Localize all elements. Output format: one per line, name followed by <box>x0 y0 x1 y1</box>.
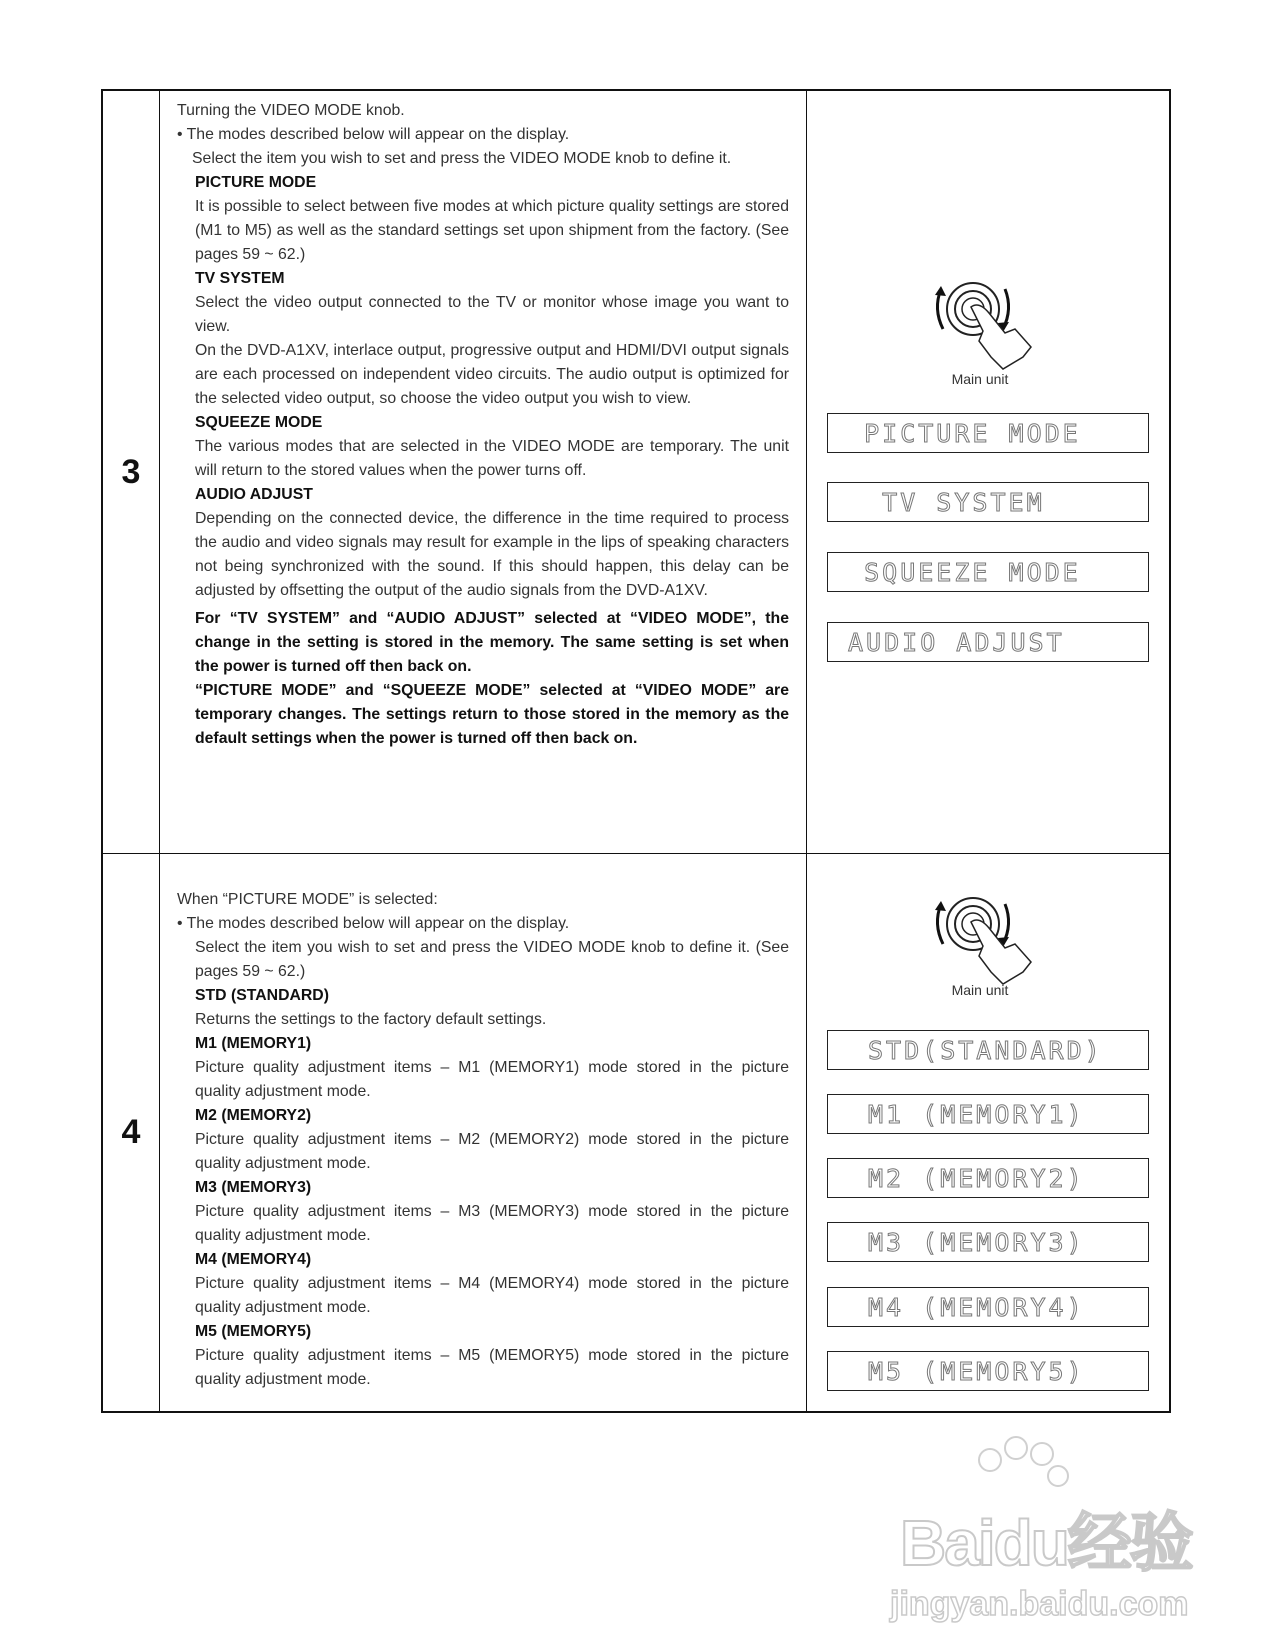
instruction-line: Select the item you wish to set and press the VIDEO MODE knob to define it. <box>192 150 732 167</box>
step-number-cell <box>103 854 160 1411</box>
display-std <box>827 1030 1149 1070</box>
intro-line: When “PICTURE MODE” is selected: <box>177 891 438 908</box>
section-body: Select the video output connected to the TV or monitor whose image you want to view. <box>195 294 789 335</box>
section-body: Returns the settings to the factory default settings. <box>195 1011 547 1028</box>
step-figure <box>807 854 1169 1411</box>
display-m5 <box>827 1351 1149 1391</box>
step-number: 3 <box>121 452 141 491</box>
display-text: M3 (MEMORY3) <box>868 1227 1085 1257</box>
section-body: Picture quality adjustment items – M5 (MEMORY5) mode stored in the picture quality adjustment mode. <box>195 1347 789 1388</box>
display-text: PICTURE MODE <box>828 418 1081 448</box>
video-mode-knob-icon <box>919 884 1049 994</box>
step-number-cell <box>103 91 160 853</box>
section-heading-m3: M3 (MEMORY3) <box>195 1179 312 1196</box>
section-heading-m1: M1 (MEMORY1) <box>195 1035 312 1052</box>
section-heading-audio-adjust: AUDIO ADJUST <box>195 486 313 503</box>
display-text: M5 (MEMORY5) <box>868 1356 1085 1386</box>
watermark-logo: Baidu经验 <box>900 1507 1192 1579</box>
memory-note: For “TV SYSTEM” and “AUDIO ADJUST” selected at “VIDEO MODE”, the change in the setting is stored in the memory. The same setting is set when the power is turned off then back on. <box>195 610 789 675</box>
display-tv-system <box>827 482 1149 522</box>
display-m4 <box>827 1287 1149 1327</box>
display-audio-adjust <box>827 622 1149 662</box>
section-body: Picture quality adjustment items – M3 (MEMORY3) mode stored in the picture quality adjustment mode. <box>195 1203 789 1244</box>
bullet-line: • The modes described below will appear on the display. <box>177 915 570 932</box>
intro-line: Turning the VIDEO MODE knob. <box>177 102 405 119</box>
bullet-line: • The modes described below will appear on the display. <box>177 126 570 143</box>
section-heading-std: STD (STANDARD) <box>195 987 329 1004</box>
watermark-url: jingyan.baidu.com <box>890 1585 1189 1623</box>
section-body: Depending on the connected device, the difference in the time required to process the audio and video signals may result for example in the lips of speaking characters not being synchronized with the sound. If this should happen, this delay can be adjusted by offsetting the output of the audio signals from the DVD-A1XV. <box>195 510 789 599</box>
section-body: Picture quality adjustment items – M1 (MEMORY1) mode stored in the picture quality adjustment mode. <box>195 1059 789 1100</box>
temporary-note: “PICTURE MODE” and “SQUEEZE MODE” selected at “VIDEO MODE” are temporary changes. The settings return to those stored in the memory as the default settings when the power is turned off then back on. <box>195 682 789 747</box>
display-text: STD(STANDARD) <box>868 1035 1103 1065</box>
step-figure <box>807 91 1169 853</box>
display-m1 <box>827 1094 1149 1134</box>
display-text: M4 (MEMORY4) <box>868 1292 1085 1322</box>
display-squeeze-mode <box>827 552 1149 592</box>
section-heading-m2: M2 (MEMORY2) <box>195 1107 312 1124</box>
step-instructions <box>160 91 807 853</box>
main-unit-label: Main unit <box>951 371 1009 387</box>
display-text: M1 (MEMORY1) <box>868 1099 1085 1129</box>
section-body: The various modes that are selected in the VIDEO MODE are temporary. The unit will return to the stored values when the power turns off. <box>195 438 789 479</box>
display-text: SQUEEZE MODE <box>828 557 1081 587</box>
step-table <box>101 89 1171 1413</box>
section-heading-m5: M5 (MEMORY5) <box>195 1323 312 1340</box>
step-number: 4 <box>121 1113 141 1151</box>
step-instructions <box>160 854 807 1411</box>
section-heading-tv-system: TV SYSTEM <box>195 270 285 287</box>
display-m2 <box>827 1158 1149 1198</box>
display-text: M2 (MEMORY2) <box>868 1163 1085 1193</box>
section-body: It is possible to select between five modes at which picture quality settings are stored (M1 to M5) as well as the standard settings set upon shipment from the factory. (See pages 59 ~ 62.) <box>195 198 789 263</box>
section-heading-m4: M4 (MEMORY4) <box>195 1251 312 1268</box>
display-text: AUDIO ADJUST <box>848 627 1065 657</box>
section-heading-squeeze-mode: SQUEEZE MODE <box>195 414 323 431</box>
section-body: Picture quality adjustment items – M2 (MEMORY2) mode stored in the picture quality adjustment mode. <box>195 1131 789 1172</box>
video-mode-knob-icon <box>919 269 1049 379</box>
step-row-4 <box>103 854 1169 1411</box>
baidu-watermark <box>880 1430 1200 1630</box>
display-picture-mode <box>827 413 1149 453</box>
display-text: TV SYSTEM <box>828 487 1045 517</box>
main-unit-label: Main unit <box>951 982 1009 998</box>
section-body: On the DVD-A1XV, interlace output, progressive output and HDMI/DVI output signals are each processed on independent video circuits. The audio output is optimized for the selected video output, so choose the video output you wish to view. <box>195 342 789 407</box>
instruction-line: Select the item you wish to set and press the VIDEO MODE knob to define it. (See pages 59 ~ 62.) <box>195 939 789 980</box>
section-body: Picture quality adjustment items – M4 (MEMORY4) mode stored in the picture quality adjustment mode. <box>195 1275 789 1316</box>
display-m3 <box>827 1222 1149 1262</box>
step-row-3 <box>103 91 1169 854</box>
section-heading-picture-mode: PICTURE MODE <box>195 174 317 191</box>
